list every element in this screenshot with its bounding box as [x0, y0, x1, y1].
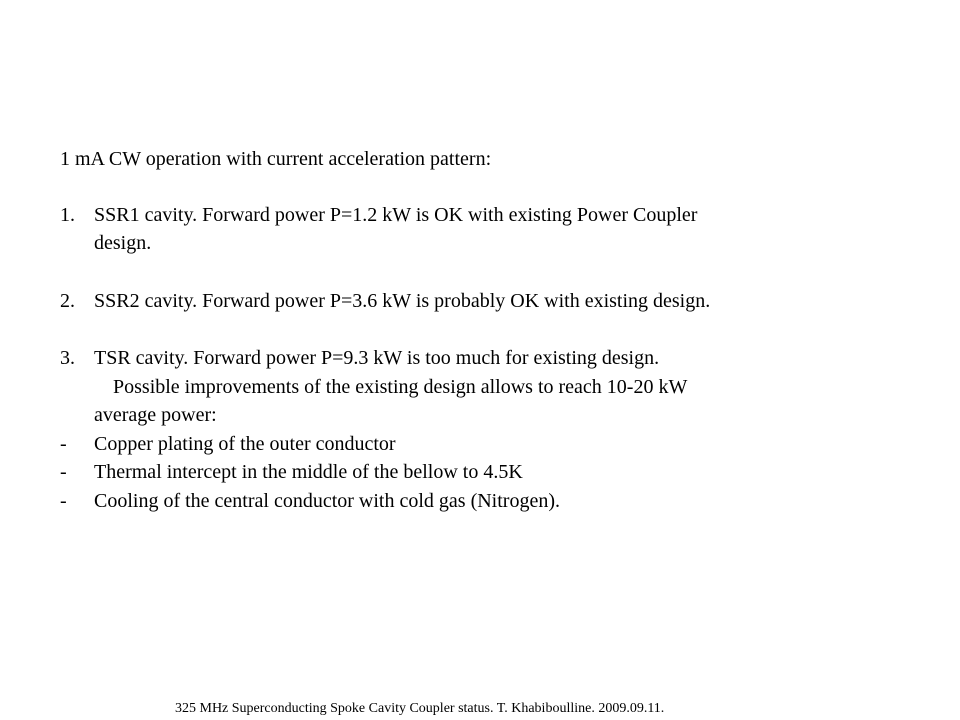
intro-text: 1 mA CW operation with current acceleration pattern:: [60, 148, 492, 170]
item-2-line-1: SSR2 cavity. Forward power P=3.6 kW is probably OK with existing design.: [94, 290, 711, 312]
item-1-line-2: design.: [94, 232, 152, 254]
list-number-1: 1.: [60, 204, 75, 226]
slide-footer: 325 MHz Superconducting Spoke Cavity Coupler status. T. Khabiboulline. 2009.09.11.: [175, 701, 665, 716]
list-number-3: 3.: [60, 347, 75, 369]
item-3-line-2: Possible improvements of the existing design allows to reach 10-20 kW: [113, 376, 688, 398]
bullet-dash-2: -: [60, 461, 67, 483]
bullet-1-text: Copper plating of the outer conductor: [94, 433, 396, 455]
bullet-2-text: Thermal intercept in the middle of the bellow to 4.5K: [94, 461, 523, 483]
list-number-2: 2.: [60, 290, 75, 312]
item-3-line-1: TSR cavity. Forward power P=9.3 kW is too much for existing design.: [94, 347, 660, 369]
bullet-3-text: Cooling of the central conductor with cold gas (Nitrogen).: [94, 490, 560, 512]
bullet-dash-3: -: [60, 490, 67, 512]
item-1-line-1: SSR1 cavity. Forward power P=1.2 kW is OK with existing Power Coupler: [94, 204, 698, 226]
item-3-line-3: average power:: [94, 404, 217, 426]
bullet-dash-1: -: [60, 433, 67, 455]
